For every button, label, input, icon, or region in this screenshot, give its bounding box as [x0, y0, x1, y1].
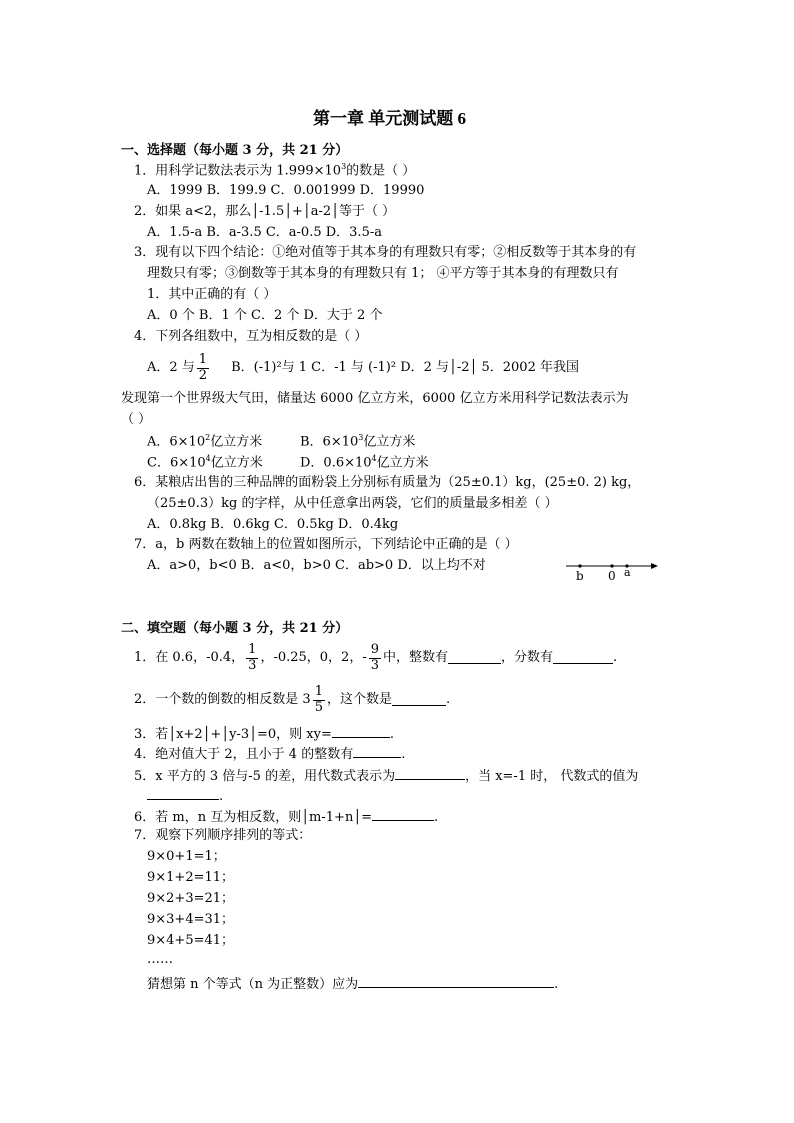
answer-blank-expression[interactable] [395, 767, 465, 780]
fill-question-7-guess: 猜想第 n 个等式（n 为正整数）应为 . [147, 977, 559, 992]
question-3-options: A．0 个 B．1 个 C．2 个 D．大于 2 个 [147, 308, 383, 323]
label-a: a [624, 566, 631, 579]
answer-blank-integers[interactable] [448, 651, 501, 664]
question-2: 2．如果 a<2，那么│-1.5│+│a-2│等于（ ） [134, 204, 396, 219]
question-5-option-b: B．$6\times 10^3$亿立方米 [300, 433, 416, 450]
section-heading-choice: 一、选择题（每小题 3 分，共 21 分） [121, 143, 349, 158]
number-line-figure [562, 558, 662, 582]
page-title: 第一章 单元测试题 6 [313, 109, 466, 128]
section-heading-fill: 二、填空题（每小题 3 分，共 21 分） [121, 621, 349, 636]
fraction-one-half: $\frac{1}{2}$ [198, 351, 208, 383]
question-3-line1: 3．现有以下四个结论：①绝对值等于其本身的有理数只有零；②相反数等于其本身的有 [134, 245, 637, 260]
answer-blank-fractions[interactable] [553, 651, 613, 664]
equation-line: 9×0+1=1； [147, 849, 226, 864]
question-3-line3: 1．其中正确的有（ ） [147, 287, 277, 302]
answer-blank-xy[interactable] [332, 725, 390, 738]
question-5-line1: 发现第一个世界级大气田，储量达 6000 亿立方米，6000 亿立方米用科学记数法表示为 [121, 391, 629, 406]
question-6-options: A．0.8kg B．0.6kg C．0.5kg D．0.4kg [147, 517, 399, 532]
equation-ellipsis: …… [147, 952, 173, 967]
question-7-options: A．a>0，b<0 B．a<0，b>0 C．ab>0 D．以上均不对 [147, 558, 486, 573]
fill-question-6: 6．若 m，n 互为相反数，则│m-1+n│= . [134, 810, 439, 825]
fraction-one-third: $\frac{1}{3}$ [248, 641, 257, 673]
question-5-option-a: A．$6\times 10^2$亿立方米 [147, 433, 263, 450]
fraction-one-fifth: $\frac{1}{5}$ [314, 683, 323, 715]
label-zero: 0 [608, 569, 616, 582]
question-4-options: A．2 与 $\frac{1}{2}$ B．(-1)²与 1 C．-1 与 (-1)² D．2 与│-2│ 5．2002 年我国 [147, 351, 579, 383]
point-zero [610, 564, 613, 567]
number-line-arrow [651, 563, 658, 569]
question-7: 7．a，b 两数在数轴上的位置如图所示，下列结论中正确的是（ ） [134, 537, 518, 552]
answer-blank-integers-range[interactable] [353, 745, 401, 758]
question-5-line2: （ ） [121, 412, 152, 427]
question-1: 1．用科学记数法表示为 $1.999\times 10^3$的数是（ ） [134, 162, 416, 179]
question-5-option-c: C．$6\times 10^4$亿立方米 [147, 454, 263, 471]
answer-blank-abs[interactable] [372, 808, 434, 821]
question-6-line1: 6．某粮店出售的三种品牌的面粉袋上分别标有质量为（25±0.1）kg，(25±0. 2) kg， [134, 475, 641, 490]
question-5-option-d: D．$0.6\times 10^4$亿立方米 [300, 454, 429, 471]
question-3-line2: 理数只有零；③倒数等于其本身的有理数只有 1； ④平方等于其本身的有理数只有 [147, 266, 619, 281]
fill-question-4: 4．绝对值大于 2，且小于 4 的整数有 . [134, 747, 406, 762]
fraction-nine-thirds: $\frac{9}{3}$ [370, 641, 379, 673]
fill-question-7-intro: 7．观察下列顺序排列的等式： [134, 828, 312, 843]
equation-line: 9×3+4=31； [147, 912, 235, 927]
answer-blank-number[interactable] [392, 693, 446, 706]
equation-line: 9×2+3=21； [147, 891, 235, 906]
fill-question-1: 1．在 0.6，-0.4， $\frac{1}{3}$ ，-0.25，0，2，- $\frac{9}{3}$ 中，整数有 ，分数有 . [134, 641, 618, 673]
fill-question-5-line2: . [147, 787, 223, 803]
question-1-options: A．1999 B．199.9 C．0.001999 D．19990 [147, 183, 425, 198]
fill-question-5: 5．x 平方的 3 倍与-5 的差，用代数式表示为 ，当 x=-1 时， 代数式的值为 [134, 769, 639, 784]
fill-question-3: 3．若│x+2│+│y-3│=0，则 xy= . [134, 727, 394, 742]
question-4: 4．下列各组数中，互为相反数的是（ ） [134, 329, 368, 344]
point-b [578, 564, 581, 567]
equation-line: 9×4+5=41； [147, 933, 235, 948]
label-b: b [576, 569, 584, 582]
answer-blank-nth-equation[interactable] [358, 975, 554, 988]
fill-question-2: 2．一个数的倒数的相反数是 3 $\frac{1}{5}$ ，这个数是 . [134, 683, 451, 715]
question-6-line2: （25±0.3）kg 的字样，从中任意拿出两袋，它们的质量最多相差（ ） [147, 496, 558, 511]
question-2-options: A．1.5-a B．a-3.5 C．a-0.5 D．3.5-a [147, 225, 382, 240]
equation-line: 9×1+2=11； [147, 870, 235, 885]
answer-blank-value[interactable] [147, 787, 219, 800]
